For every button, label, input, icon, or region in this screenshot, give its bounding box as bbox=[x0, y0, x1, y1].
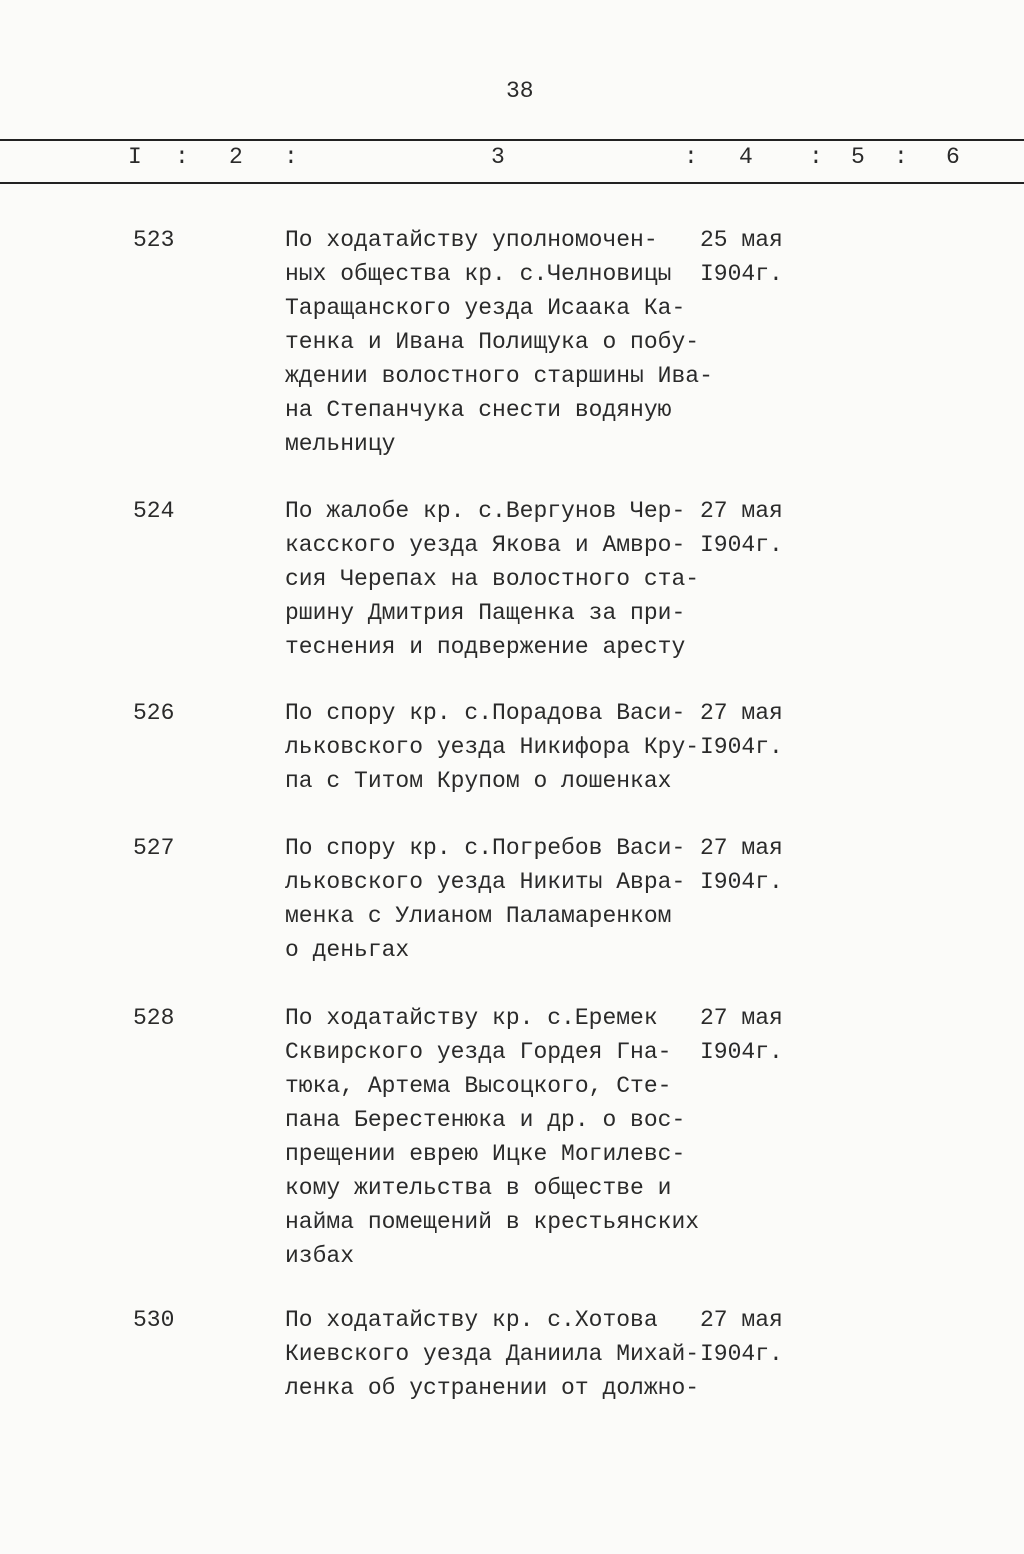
date-line: I904г. bbox=[700, 1039, 783, 1065]
description-line: льковского уезда Никиты Авра- bbox=[285, 869, 686, 895]
description-line: пана Берестенюка и др. о вос- bbox=[285, 1107, 686, 1133]
description-line: сия Черепах на волостного ста- bbox=[285, 566, 700, 592]
entry-date bbox=[700, 696, 783, 764]
header-col-6: 6 bbox=[946, 144, 960, 170]
date-line: 25 мая bbox=[700, 227, 783, 253]
entry-date bbox=[700, 223, 783, 291]
description-line: льковского уезда Никифора Кру- bbox=[285, 734, 700, 760]
header-sep: : bbox=[284, 144, 298, 170]
header-col-5: 5 bbox=[851, 144, 865, 170]
entry-description bbox=[285, 1001, 699, 1273]
entry-description bbox=[285, 1303, 699, 1405]
description-line: па с Титом Крупом о лошенках bbox=[285, 768, 672, 794]
entry-date bbox=[700, 1001, 783, 1069]
header-sep: : bbox=[809, 144, 823, 170]
description-line: По спору кр. с.Порадова Васи- bbox=[285, 700, 686, 726]
header-sep: : bbox=[175, 144, 189, 170]
description-line: ршину Дмитрия Пащенка за при- bbox=[285, 600, 686, 626]
description-line: По ходатайству кр. с.Еремек bbox=[285, 1005, 658, 1031]
entry-date bbox=[700, 494, 783, 562]
description-line: ленка об устранении от должно- bbox=[285, 1375, 700, 1401]
date-line: 27 мая bbox=[700, 1005, 783, 1031]
description-line: теснения и подвержение аресту bbox=[285, 634, 686, 660]
date-line: I904г. bbox=[700, 734, 783, 760]
entry-number: 523 bbox=[133, 227, 175, 253]
header-top-rule bbox=[0, 139, 1024, 141]
description-line: По ходатайству кр. с.Хотова bbox=[285, 1307, 658, 1333]
description-line: По спору кр. с.Погребов Васи- bbox=[285, 835, 686, 861]
header-sep: : bbox=[684, 144, 698, 170]
entry-date bbox=[700, 831, 783, 899]
header-col-2: 2 bbox=[229, 144, 243, 170]
entry-description bbox=[285, 494, 699, 664]
description-line: Таращанского уезда Исаака Ка- bbox=[285, 295, 686, 321]
date-line: I904г. bbox=[700, 1341, 783, 1367]
description-line: Сквирского уезда Гордея Гна- bbox=[285, 1039, 672, 1065]
entry-number: 524 bbox=[133, 498, 175, 524]
entry-description bbox=[285, 223, 713, 461]
description-line: касского уезда Якова и Амвро- bbox=[285, 532, 686, 558]
description-line: избах bbox=[285, 1243, 355, 1269]
entry-number: 530 bbox=[133, 1307, 175, 1333]
entry-number: 527 bbox=[133, 835, 175, 861]
header-sep: : bbox=[894, 144, 908, 170]
entry-number: 528 bbox=[133, 1005, 175, 1031]
description-line: ных общества кр. с.Челновицы bbox=[285, 261, 672, 287]
description-line: тюка, Артема Высоцкого, Сте- bbox=[285, 1073, 672, 1099]
entry-date bbox=[700, 1303, 783, 1371]
entry-description bbox=[285, 696, 699, 798]
date-line: 27 мая bbox=[700, 1307, 783, 1333]
description-line: ждении волостного старшины Ива- bbox=[285, 363, 713, 389]
header-bottom-rule bbox=[0, 182, 1024, 184]
description-line: прещении еврею Ицке Могилевс- bbox=[285, 1141, 686, 1167]
header-col-3: 3 bbox=[491, 144, 505, 170]
page-number: 38 bbox=[506, 78, 534, 104]
description-line: на Степанчука снести водяную bbox=[285, 397, 672, 423]
description-line: Киевского уезда Даниила Михай- bbox=[285, 1341, 700, 1367]
description-line: о деньгах bbox=[285, 937, 410, 963]
entry-number: 526 bbox=[133, 700, 175, 726]
header-col-4: 4 bbox=[739, 144, 753, 170]
description-line: найма помещений в крестьянских bbox=[285, 1209, 700, 1235]
date-line: I904г. bbox=[700, 261, 783, 287]
description-line: менка с Улианом Паламаренком bbox=[285, 903, 672, 929]
entry-description bbox=[285, 831, 685, 967]
description-line: По ходатайству уполномочен- bbox=[285, 227, 658, 253]
date-line: 27 мая bbox=[700, 700, 783, 726]
date-line: I904г. bbox=[700, 869, 783, 895]
date-line: 27 мая bbox=[700, 835, 783, 861]
date-line: I904г. bbox=[700, 532, 783, 558]
description-line: тенка и Ивана Полищука о побу- bbox=[285, 329, 700, 355]
date-line: 27 мая bbox=[700, 498, 783, 524]
header-col-1: I bbox=[128, 144, 142, 170]
description-line: кому жительства в обществе и bbox=[285, 1175, 672, 1201]
description-line: мельницу bbox=[285, 431, 396, 457]
description-line: По жалобе кр. с.Вергунов Чер- bbox=[285, 498, 686, 524]
